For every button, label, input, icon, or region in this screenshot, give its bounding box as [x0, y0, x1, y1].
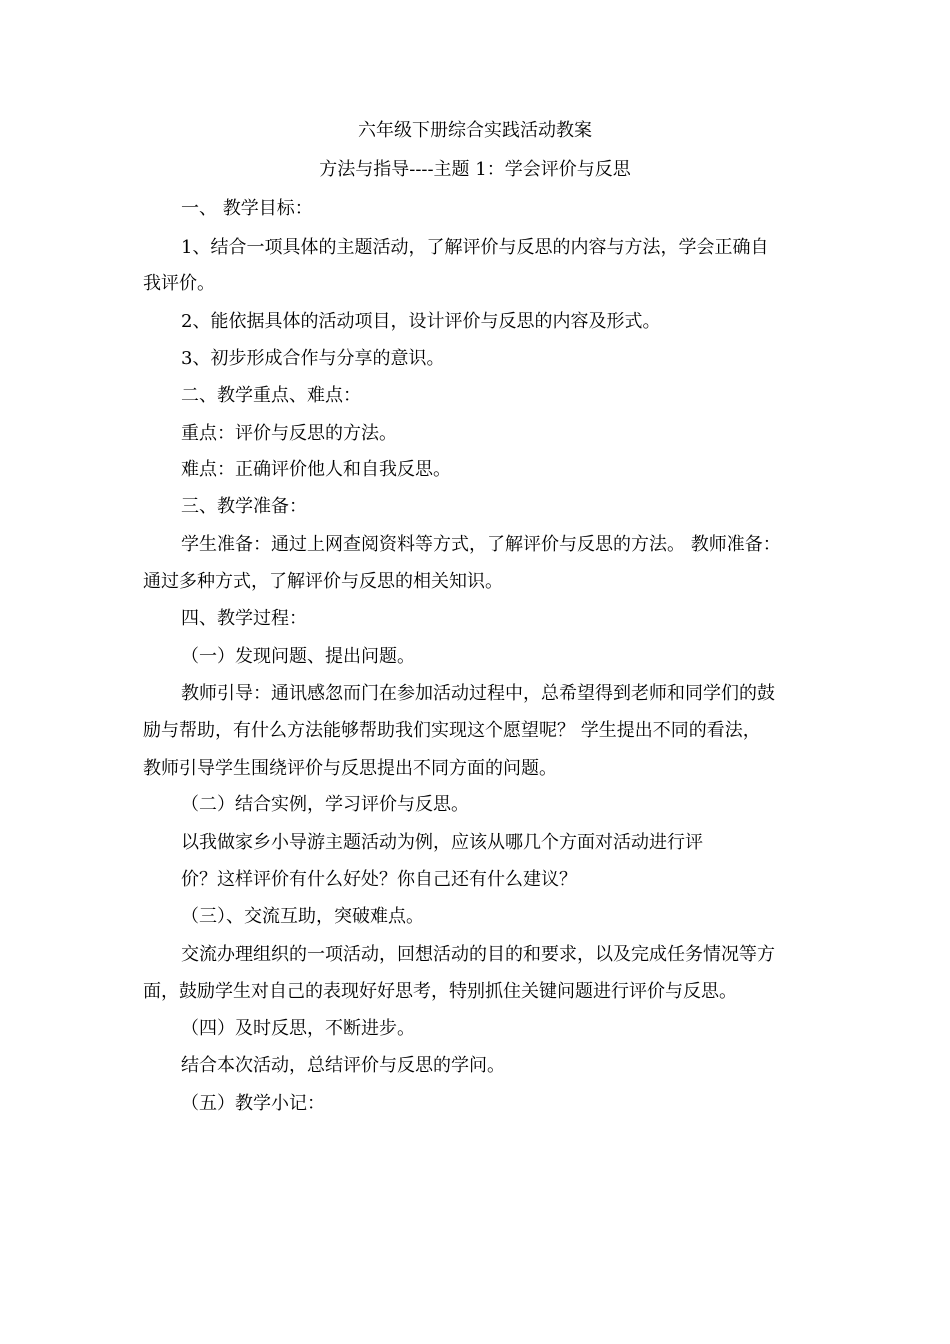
paragraph-line: 2、能依据具体的活动项目，设计评价与反思的内容及形式。	[181, 311, 661, 332]
paragraph-line: 1、结合一项具体的主题活动，了解评价与反思的内容与方法，学会正确自	[181, 237, 769, 258]
paragraph-line: 学生准备：通过上网查阅资料等方式，了解评价与反思的方法。 教师准备：	[181, 534, 781, 555]
paragraph-line: 教师引导学生围绕评价与反思提出不同方面的问题。	[143, 758, 557, 779]
subsection-heading: （三）、交流互助，突破难点。	[181, 906, 424, 927]
section-heading-process: 四、教学过程：	[181, 608, 307, 629]
subsection-heading: （五）教学小记：	[181, 1093, 325, 1114]
paragraph-line: 结合本次活动，总结评价与反思的学问。	[181, 1055, 505, 1076]
paragraph-line: 交流办理组织的一项活动，回想活动的目的和要求，以及完成任务情况等方	[181, 944, 775, 965]
paragraph-line: 价？这样评价有什么好处？你自己还有什么建议？	[181, 869, 577, 890]
paragraph-line: 重点：评价与反思的方法。	[181, 423, 397, 444]
paragraph-line: 我评价。	[143, 273, 215, 294]
paragraph-line: 励与帮助，有什么方法能够帮助我们实现这个愿望呢？ 学生提出不同的看法，	[143, 720, 761, 741]
document-title: 六年级下册综合实践活动教案	[358, 120, 592, 141]
paragraph-line: 难点：正确评价他人和自我反思。	[181, 459, 451, 480]
subsection-heading: （二）结合实例，学习评价与反思。	[181, 794, 469, 815]
paragraph-line: 面，鼓励学生对自己的表现好好思考，特别抓住关键问题进行评价与反思。	[143, 981, 737, 1002]
paragraph-line: 通过多种方式，了解评价与反思的相关知识。	[143, 571, 503, 592]
section-heading-objectives: 一、 教学目标：	[181, 198, 313, 219]
paragraph-line: 教师引导：通讯感忽而门在参加活动过程中，总希望得到老师和同学们的鼓	[181, 683, 775, 704]
section-heading-key-points: 二、教学重点、难点：	[181, 385, 361, 406]
subsection-heading: （四）及时反思，不断进步。	[181, 1018, 415, 1039]
paragraph-line: 3、初步形成合作与分享的意识。	[181, 348, 445, 369]
paragraph-line: 以我做家乡小导游主题活动为例，应该从哪几个方面对活动进行评	[181, 832, 703, 853]
section-heading-preparation: 三、教学准备：	[181, 496, 307, 517]
subsection-heading: （一）发现问题、提出问题。	[181, 646, 415, 667]
document-subtitle: 方法与指导----主题 1：学会评价与反思	[319, 159, 631, 180]
